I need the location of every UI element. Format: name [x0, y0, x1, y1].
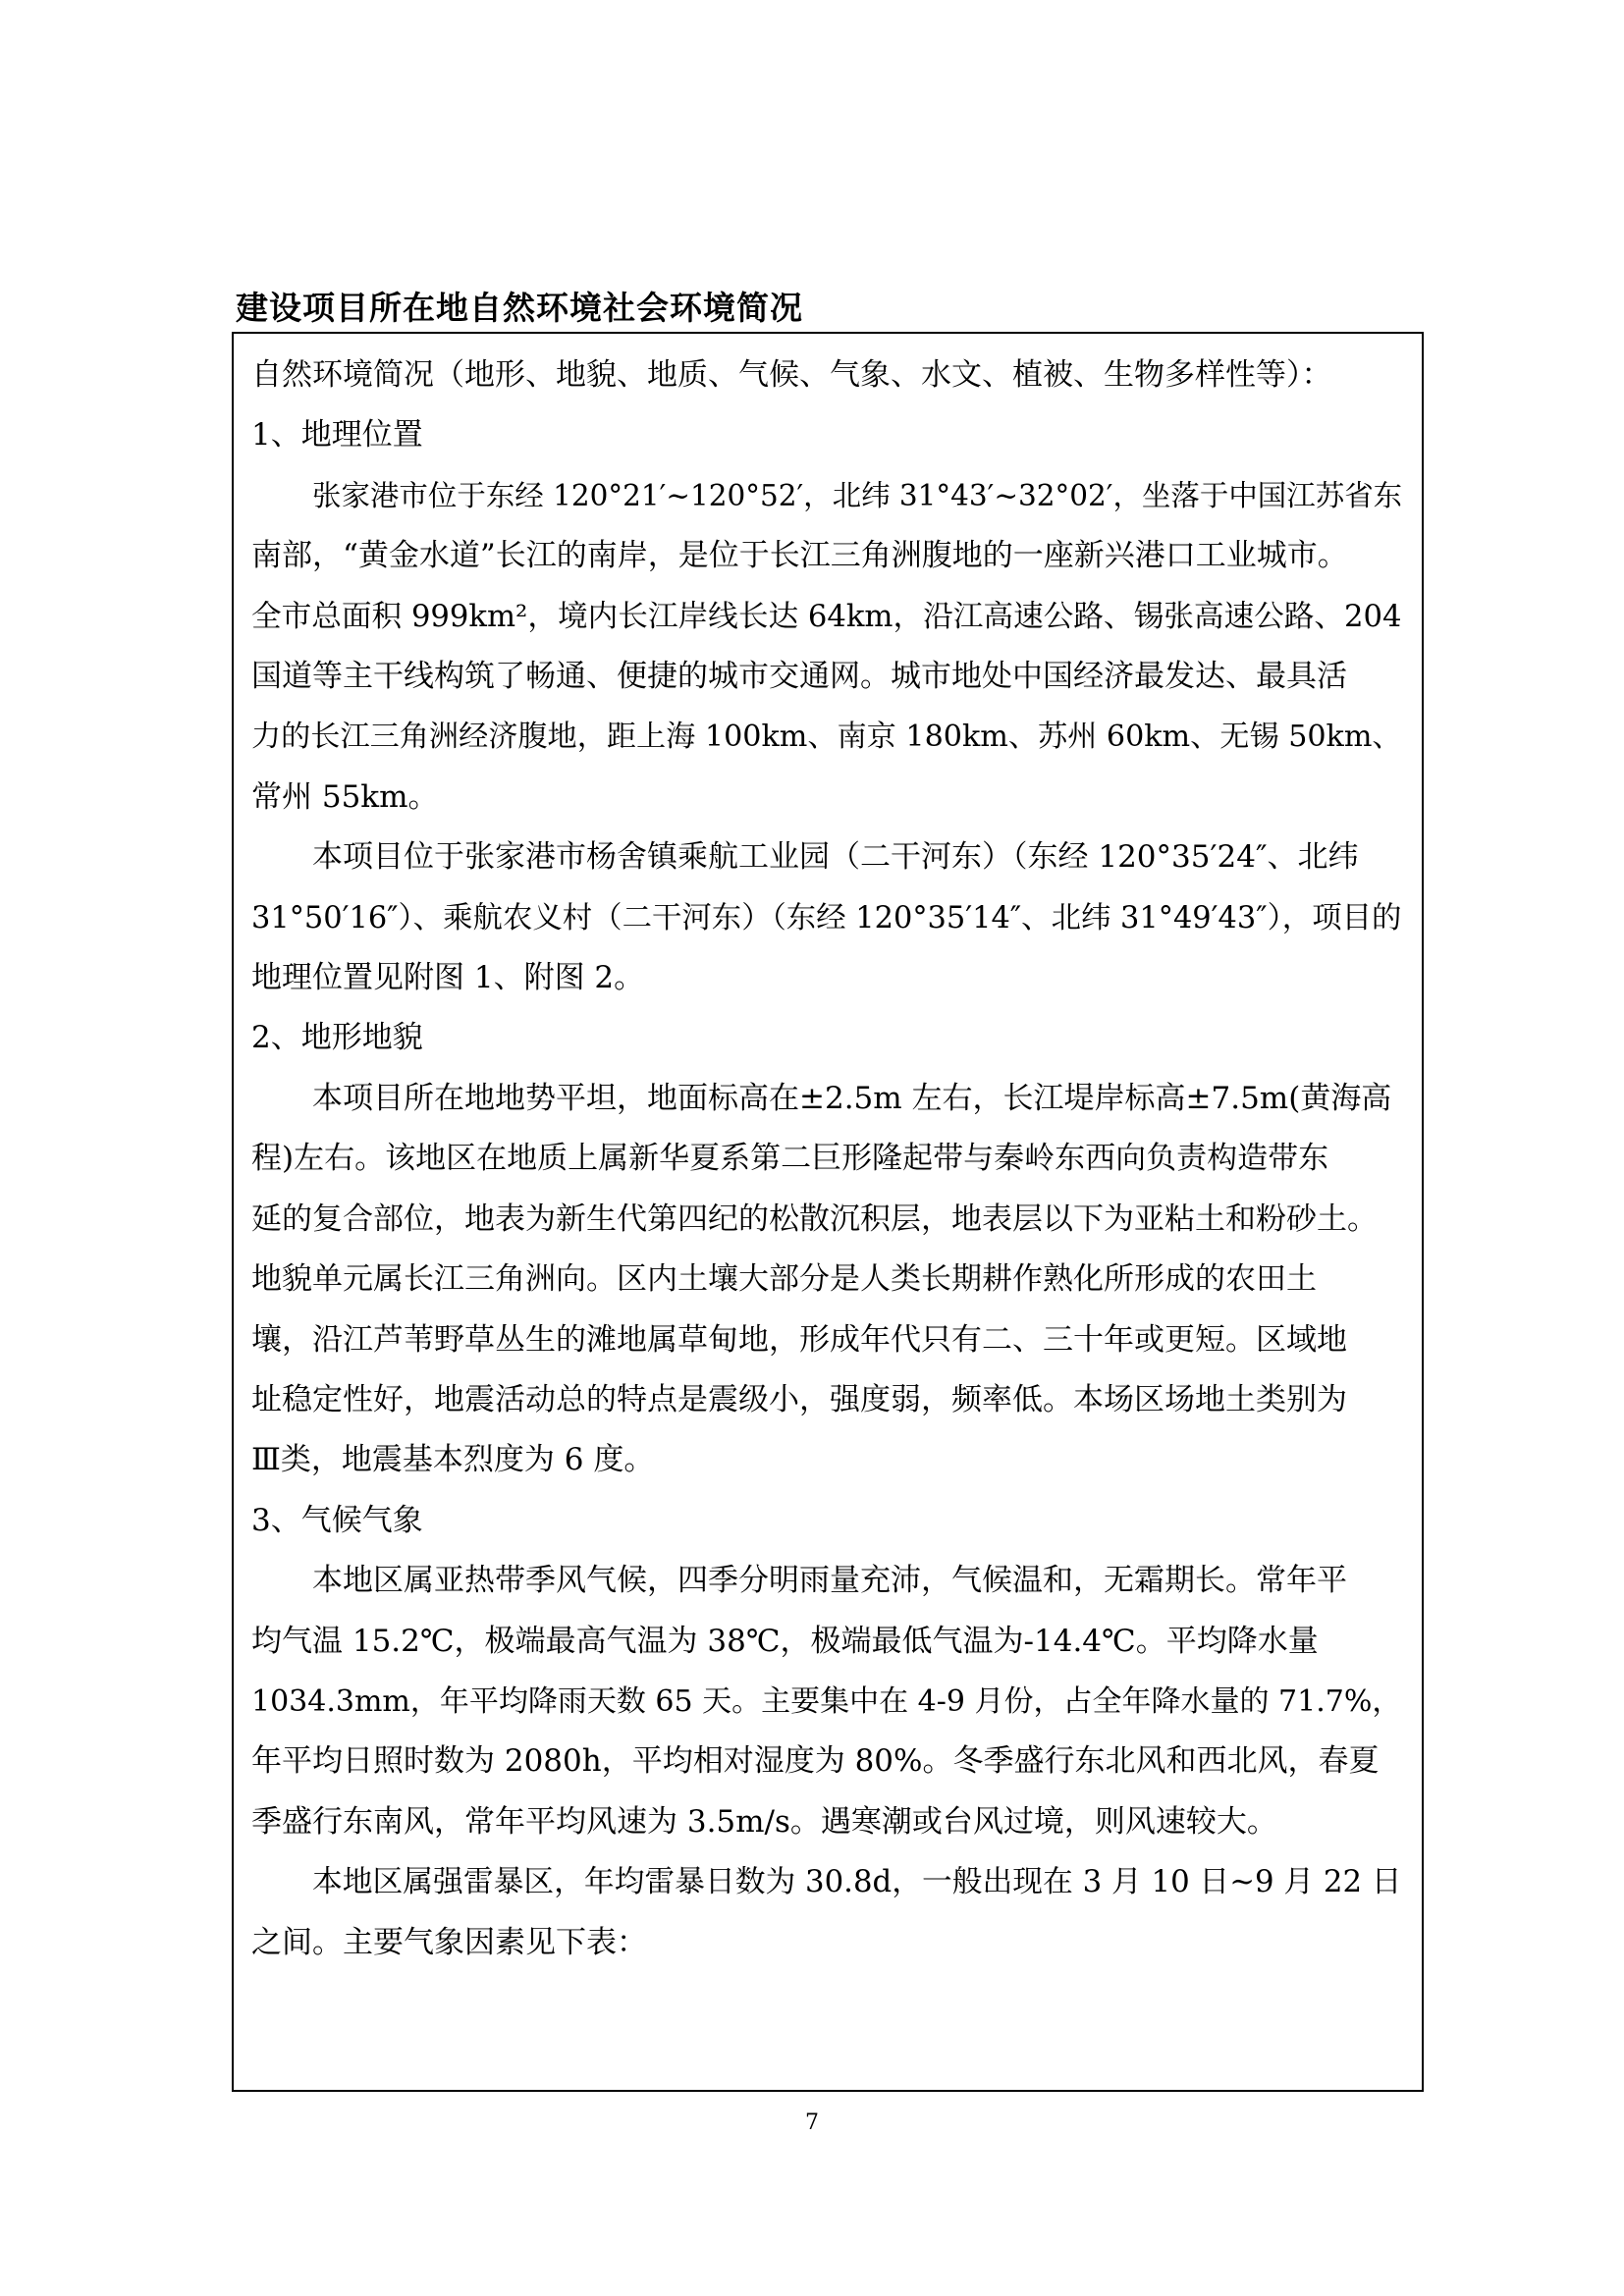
text-line: 之间。主要气象因素见下表：: [251, 1924, 647, 1960]
text-line: 1034.3mm，年平均降雨天数 65 天。主要集中在 4-9 月份，占全年降水量的 71.7%，: [251, 1683, 1402, 1719]
text-line: 31°50′16″）、乘航农义村（二干河东）（东经 120°35′14″、北纬 31°49′43″），项目的: [251, 900, 1402, 935]
section-heading: 1、地理位置: [251, 417, 423, 454]
text-line: 年平均日照时数为 2080h，平均相对湿度为 80%。冬季盛行东北风和西北风，春夏: [251, 1743, 1380, 1780]
text-line: 自然环境简况（地形、地貌、地质、气候、气象、水文、植被、生物多样性等）：: [251, 357, 1332, 393]
text-line: 力的长江三角洲经济腹地，距上海 100km、南京 180km、苏州 60km、无锡 50km、: [251, 720, 1402, 755]
section-heading: 2、地形地貌: [251, 1020, 423, 1056]
section-title: 建设项目所在地自然环境社会环境简况: [236, 289, 803, 327]
text-line: 本项目所在地地势平坦，地面标高在±2.5m 左右，长江堤岸标高±7.5m(黄海高: [312, 1080, 1392, 1116]
text-line: 常州 55km。: [251, 778, 439, 815]
text-line: 地貌单元属长江三角洲向。区内土壤大部分是人类长期耕作熟化所形成的农田土: [251, 1261, 1317, 1298]
text-line: 壤，沿江芦苇野草丛生的滩地属草甸地，形成年代只有二、三十年或更短。区域地: [251, 1321, 1347, 1358]
section-heading: 3、气候气象: [251, 1502, 423, 1538]
text-line: 地理位置见附图 1、附图 2。: [251, 960, 645, 996]
text-line: Ⅲ类，地震基本烈度为 6 度。: [251, 1442, 655, 1478]
text-line: 全市总面积 999km²，境内长江岸线长达 64km，沿江高速公路、锡张高速公路、204: [251, 599, 1402, 634]
text-line: 均气温 15.2℃，极端最高气温为 38℃，极端最低气温为-14.4℃。平均降水量: [251, 1623, 1319, 1659]
text-line: 季盛行东南风，常年平均风速为 3.5m/s。遇寒潮或台风过境，则风速较大。: [251, 1803, 1277, 1840]
text-line: 国道等主干线构筑了畅通、便捷的城市交通网。城市地处中国经济最发达、最具活: [251, 659, 1347, 695]
text-line: 本地区属强雷暴区，年均雷暴日数为 30.8d，一般出现在 3 月 10 日~9 月 22 日: [312, 1864, 1402, 1900]
text-line: 本地区属亚热带季风气候，四季分明雨量充沛，气候温和，无霜期长。常年平: [312, 1563, 1347, 1599]
text-line: 南部，“黄金水道”长江的南岸，是位于长江三角洲腹地的一座新兴港口工业城市。: [251, 538, 1348, 574]
text-line: 延的复合部位，地表为新生代第四纪的松散沉积层，地表层以下为亚粘土和粉砂土。: [251, 1201, 1378, 1237]
text-line: 址稳定性好，地震活动总的特点是震级小，强度弱，频率低。本场区场地土类别为: [251, 1381, 1347, 1417]
text-line: 程)左右。该地区在地质上属新华夏系第二巨形隆起带与秦岭东西向负责构造带东: [251, 1141, 1329, 1177]
content-text: [251, 346, 1408, 1973]
text-line: 张家港市位于东经 120°21′~120°52′，北纬 31°43′~32°02′，坐落于中国江苏省东: [312, 478, 1403, 512]
page-number: 7: [805, 2110, 819, 2135]
text-line: 本项目位于张家港市杨舍镇乘航工业园（二干河东）（东经 120°35′24″、北纬: [312, 839, 1359, 876]
